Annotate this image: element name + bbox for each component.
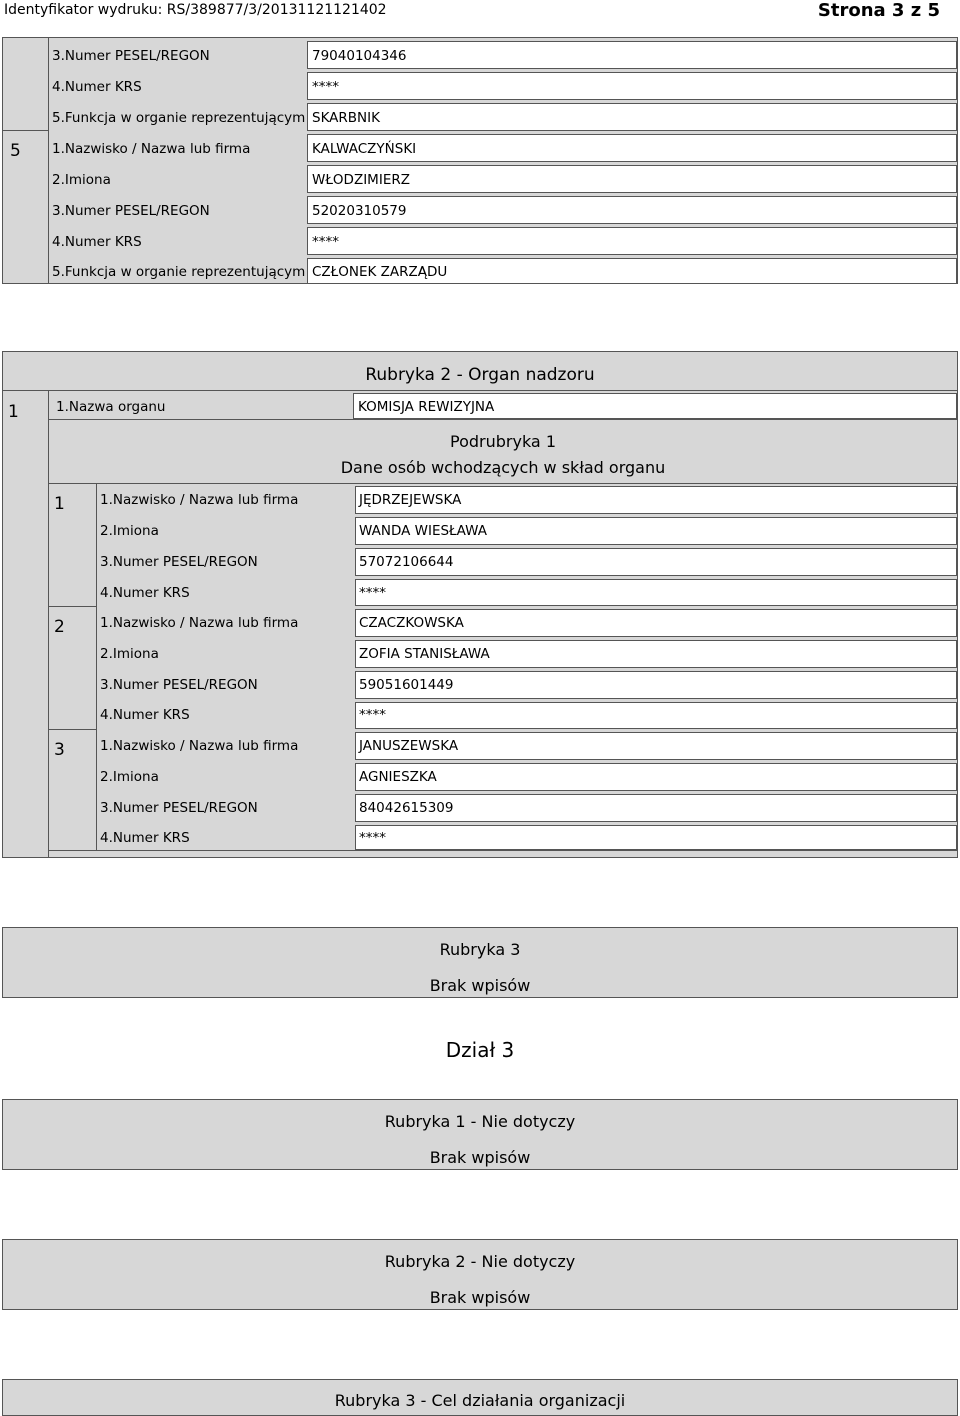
field-label: 4.Numer KRS [52,79,142,95]
field-label: 1.Nazwisko / Nazwa lub firma [52,141,251,157]
field-label: 4.Numer KRS [100,585,190,601]
field-value: **** [312,234,339,250]
field-value: 59051601449 [359,677,454,693]
field-value: 84042615309 [359,800,454,816]
field-value: WANDA WIESŁAWA [359,523,487,539]
field-label: 2.Imiona [52,172,111,188]
field-label: 1.Nazwa organu [56,399,166,415]
field-value: ZOFIA STANISŁAWA [359,646,490,662]
field-label: 1.Nazwisko / Nazwa lub firma [100,492,299,508]
dzial-title: Dział 3 [445,1038,515,1062]
entry-number: 1 [8,402,19,422]
field-value: JANUSZEWSKA [359,738,459,754]
section-title: Rubryka 3 [439,940,521,959]
member-number: 3 [54,740,65,760]
section-title: Rubryka 3 - Cel działania organizacji [334,1391,626,1410]
field-label: 3.Numer PESEL/REGON [100,800,258,816]
field-label: 4.Numer KRS [100,707,190,723]
section-note: Brak wpisów [429,976,531,995]
field-value: AGNIESZKA [359,769,437,785]
field-value: KALWACZYŃSKI [312,141,417,157]
field-label: 3.Numer PESEL/REGON [100,677,258,693]
entry-number: 5 [10,141,21,161]
subsection-subtitle: Dane osób wchodzących w skład organu [340,458,666,477]
field-value: SKARBNIK [312,110,380,126]
field-value: 57072106644 [359,554,454,570]
field-value: **** [312,79,339,95]
field-value: JĘDRZEJEWSKA [359,492,462,508]
field-label: 2.Imiona [100,646,159,662]
field-value: **** [359,707,386,723]
field-value: 79040104346 [312,48,407,64]
field-label: 4.Numer KRS [100,830,190,846]
field-value: 52020310579 [312,203,407,219]
field-label: 4.Numer KRS [52,234,142,250]
field-label: 5.Funkcja w organie reprezentującym [52,264,306,280]
member-number: 2 [54,617,65,637]
field-label: 5.Funkcja w organie reprezentującym [52,110,306,126]
field-value: **** [359,585,386,601]
field-value: CZŁONEK ZARZĄDU [312,264,448,280]
field-value: CZACZKOWSKA [359,615,464,631]
field-label: 1.Nazwisko / Nazwa lub firma [100,738,299,754]
subsection-title: Podrubryka 1 [450,432,556,451]
section-note: Brak wpisów [429,1148,531,1167]
field-value: **** [359,830,386,846]
section-title: Rubryka 2 - Nie dotyczy [384,1252,576,1271]
field-label: 3.Numer PESEL/REGON [52,48,210,64]
field-label: 2.Imiona [100,523,159,539]
section-title: Rubryka 1 - Nie dotyczy [384,1112,576,1131]
page-number: Strona 3 z 5 [817,0,940,21]
section-title: Rubryka 2 - Organ nadzoru [365,365,595,385]
member-number: 1 [54,494,65,514]
field-label: 2.Imiona [100,769,159,785]
print-identifier: Identyfikator wydruku: RS/389877/3/20131121121402 [4,2,387,18]
field-value: KOMISJA REWIZYJNA [358,399,495,415]
field-label: 1.Nazwisko / Nazwa lub firma [100,615,299,631]
field-label: 3.Numer PESEL/REGON [52,203,210,219]
field-value: WŁODZIMIERZ [312,172,410,188]
section-note: Brak wpisów [429,1288,531,1307]
field-label: 3.Numer PESEL/REGON [100,554,258,570]
